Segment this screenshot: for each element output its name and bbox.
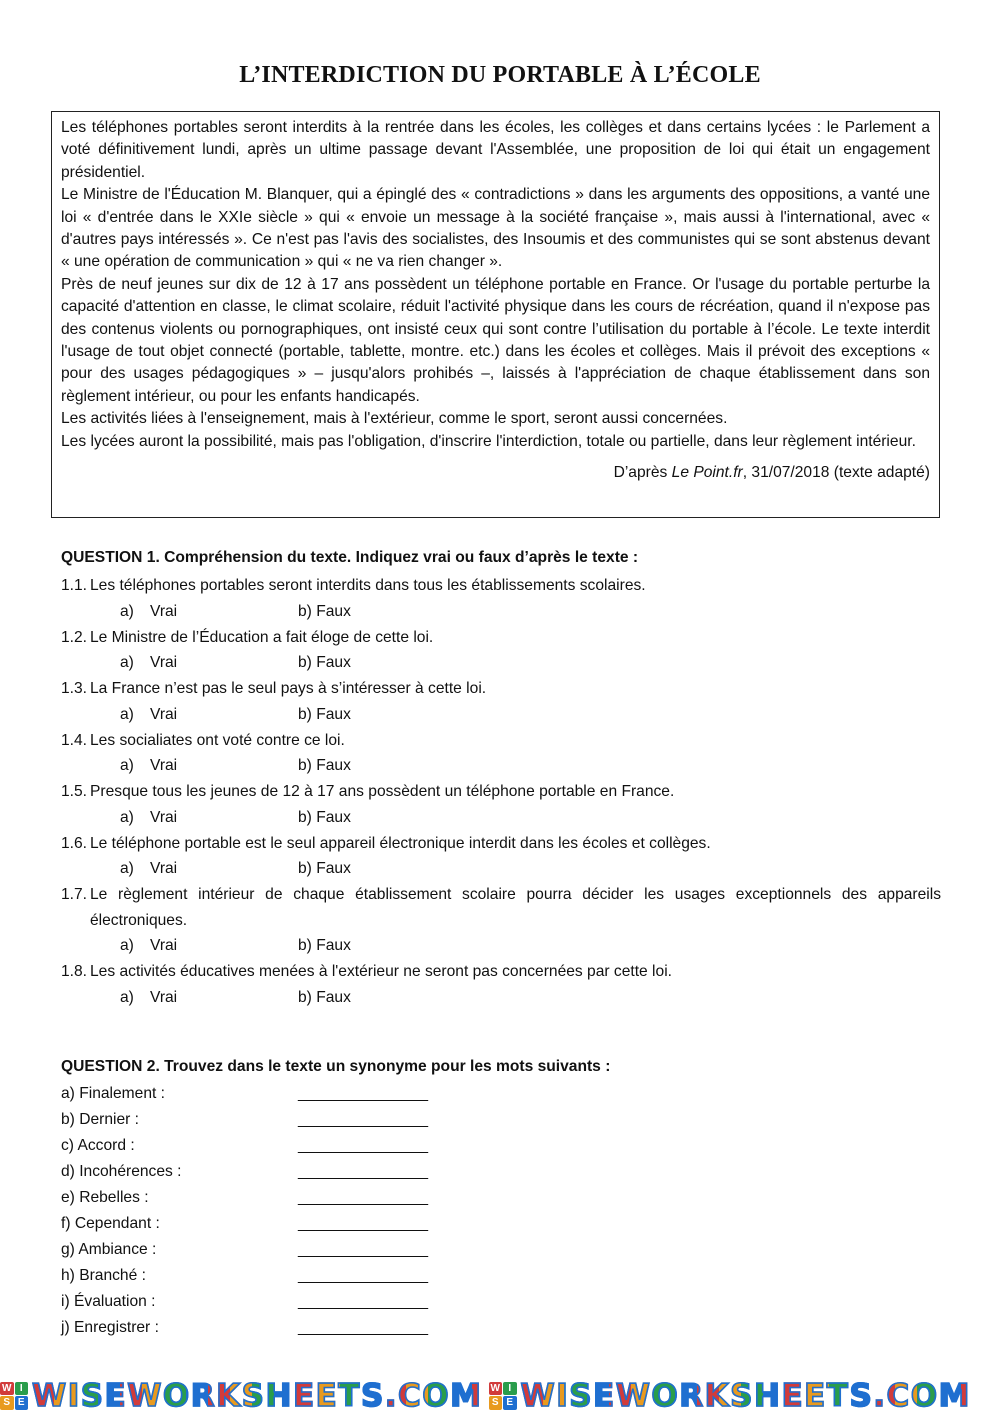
synonym-word: h) Branché : [61,1267,146,1284]
synonym-row [61,1315,561,1341]
article-paragraph: Les lycées auront la possibilité, mais pas l'obligation, d'inscrire l'interdiction, totale ou partielle, dans leur règlement intérieur. [61,432,916,450]
question-number: 1.3. [61,680,88,697]
question-number: 1.8. [61,963,88,980]
synonym-word: d) Incohérences : [61,1163,182,1180]
question-number: 1.1. [61,577,88,594]
question-item [61,779,941,831]
question-line [61,831,941,857]
question-text: Les socialiates ont voté contre ce loi. [90,731,345,749]
synonym-word: g) Ambiance : [61,1241,157,1258]
watermark [0,1378,483,1414]
question-item [61,728,941,780]
option-faux[interactable]: b) Faux [298,988,351,1006]
answer-blank[interactable]: _______________ [298,1111,429,1128]
option-faux[interactable]: b) Faux [298,705,351,723]
question-item [61,831,941,883]
question-number: 1.4. [61,731,88,749]
source-suffix: , 31/07/2018 (texte adapté) [742,464,930,482]
option-faux[interactable]: b) Faux [298,757,351,774]
synonym-word: j) Enregistrer : [61,1319,159,1336]
option-faux[interactable]: b) Faux [298,808,351,826]
answer-options [61,650,941,676]
question2-list [61,1081,561,1341]
logo-letter: W [0,1382,14,1396]
option-vrai[interactable]: Vrai [150,808,178,826]
option-vrai[interactable]: Vrai [150,654,178,671]
option-vrai[interactable]: Vrai [150,602,178,620]
question-number: 1.2. [61,628,88,646]
article-box [51,111,940,518]
synonym-row [61,1133,561,1159]
question1-heading: QUESTION 1. Compréhension du texte. Indiquez vrai ou faux d’après le texte : [61,549,639,566]
wise-logo-icon [489,1382,517,1410]
question-text: Les activités éducatives menées à l'extérieur ne seront pas concernées par cette loi. [90,963,672,980]
question-line [61,676,941,702]
logo-letter: E [503,1396,517,1410]
article-source [61,462,930,484]
answer-options [61,856,941,882]
answer-blank[interactable]: _______________ [298,1163,429,1180]
source-title: Le Point.fr [671,464,743,482]
synonym-row [61,1081,561,1107]
question-line [61,779,941,805]
option-vrai-letter[interactable]: a) [120,860,134,877]
synonym-row [61,1237,561,1263]
question-line [61,959,941,985]
answer-blank[interactable]: _______________ [298,1293,429,1310]
logo-letter: I [503,1382,517,1396]
question-text: La France n’est pas le seul pays à s’intéresser à cette loi. [90,680,487,697]
answer-blank[interactable]: _______________ [298,1085,429,1102]
option-faux[interactable]: b) Faux [298,602,351,620]
article-paragraph: Près de neuf jeunes sur dix de 12 à 17 ans possèdent un téléphone portable en France. Or l'usage du portable perturbe la capacité d'attention en classe, le climat scolaire, réduit l'activité physique dans les cours de récréation, quand il n'expose pas des contenus violents ou pornographiques, ont insisté ceux qui sont contre l’utilisation du portable à l’école. Le texte interdit l'usage de tout objet connecté (portable, tablette, montre. etc.) dans les écoles et collèges. Mais il prévoit des exceptions « pour des usages pédagogiques » – jusqu'alors prohibés –, laissés à l'appréciation de chaque établissement dans son règlement intérieur, ou pour les enfants handicapés. [61,275,930,405]
answer-blank[interactable]: _______________ [298,1215,429,1232]
logo-letter: W [489,1382,503,1396]
logo-letter: I [15,1382,29,1396]
question-text: Le Ministre de l’Éducation a fait éloge de cette loi. [90,628,434,646]
synonym-row [61,1185,561,1211]
option-vrai-letter[interactable]: a) [120,808,134,826]
option-vrai-letter[interactable]: a) [120,988,134,1006]
question-number: 1.7. [61,886,88,903]
answer-options [61,753,941,779]
question-item [61,625,941,677]
synonym-word: c) Accord : [61,1137,135,1154]
source-prefix: D’après [613,464,672,482]
question-item [61,882,941,959]
option-faux[interactable]: b) Faux [298,937,351,954]
synonym-word: i) Évaluation : [61,1293,156,1310]
article-paragraph: Les activités liées à l'enseignement, mais à l'extérieur, comme le sport, seront aussi concernées. [61,410,728,428]
watermark-text: WISEWORKSHEETS.COM [32,1377,483,1414]
question-line [61,625,941,651]
article-paragraph: Le Ministre de l'Éducation M. Blanquer, qui a épinglé des « contradictions » dans les arguments des oppositions, a vanté une loi « d'entrée dans le XXIe siècle » qui « envoie un message à la société française », mais aussi à l'international, avec « d'autres pays intéressés ». Ce n'est pas l'avis des socialistes, des Insoumis et des communistes qui se sont abstenus devant « une opération de communication » qui « ne va rien changer ». [61,186,930,271]
option-faux[interactable]: b) Faux [298,860,351,877]
logo-letter: S [489,1396,503,1410]
question-item [61,959,941,1011]
question-line [61,728,941,754]
question-item [61,573,941,625]
answer-options [61,805,941,831]
watermark [489,1378,972,1414]
synonym-row [61,1159,561,1185]
worksheet-title: L’INTERDICTION DU PORTABLE À L’ÉCOLE [239,62,761,88]
option-vrai[interactable]: Vrai [150,860,178,877]
answer-blank[interactable]: _______________ [298,1241,429,1258]
answer-blank[interactable]: _______________ [298,1189,429,1206]
question-text: Le téléphone portable est le seul appareil électronique interdit dans les écoles et collèges. [90,834,711,852]
question-number: 1.5. [61,783,88,800]
synonym-word: a) Finalement : [61,1085,166,1102]
question-text: Presque tous les jeunes de 12 à 17 ans possèdent un téléphone portable en France. [90,783,675,800]
option-vrai-letter[interactable]: a) [120,654,134,671]
option-vrai-letter[interactable]: a) [120,602,134,620]
option-vrai[interactable]: Vrai [150,937,178,954]
question-line [61,882,941,933]
synonym-row [61,1263,561,1289]
option-vrai[interactable]: Vrai [150,757,178,774]
question-line [61,573,941,599]
logo-letter: E [15,1396,29,1410]
option-vrai-letter[interactable]: a) [120,705,134,723]
option-vrai[interactable]: Vrai [150,705,178,723]
synonym-row [61,1289,561,1315]
answer-blank[interactable]: _______________ [298,1319,429,1336]
logo-letter: S [0,1396,14,1410]
option-vrai-letter[interactable]: a) [120,937,134,954]
article-paragraph: Les téléphones portables seront interdits à la rentrée dans les écoles, les collèges et dans certains lycées : le Parlement a voté définitivement lundi, après un ultime passage devant l'Assemblée, une proposition de loi qui était un engagement présidentiel. [61,119,930,181]
answer-options [61,933,941,959]
option-faux[interactable]: b) Faux [298,654,351,671]
answer-blank[interactable]: _______________ [298,1137,429,1154]
synonym-word: e) Rebelles : [61,1189,149,1206]
option-vrai[interactable]: Vrai [150,988,178,1006]
question1-list [61,573,941,1011]
answer-blank[interactable]: _______________ [298,1267,429,1284]
synonym-word: b) Dernier : [61,1111,139,1128]
answer-options [61,702,941,728]
question-number: 1.6. [61,834,88,852]
answer-options [61,599,941,625]
watermark-text: WISEWORKSHEETS.COM [520,1377,971,1414]
question-item [61,676,941,728]
question-text: Les téléphones portables seront interdits dans tous les établissements scolaires. [90,577,646,594]
answer-options [61,985,941,1011]
synonym-word: f) Cependant : [61,1215,160,1232]
synonym-row [61,1107,561,1133]
option-vrai-letter[interactable]: a) [120,757,134,774]
wise-logo-icon [0,1382,28,1410]
question2-heading: QUESTION 2. Trouvez dans le texte un synonyme pour les mots suivants : [61,1058,611,1075]
watermark-footer [0,1378,1000,1413]
question-text: Le règlement intérieur de chaque établissement scolaire pourra décider les usages exceptionnels des appareils électroniques. [90,886,941,929]
synonym-row [61,1211,561,1237]
